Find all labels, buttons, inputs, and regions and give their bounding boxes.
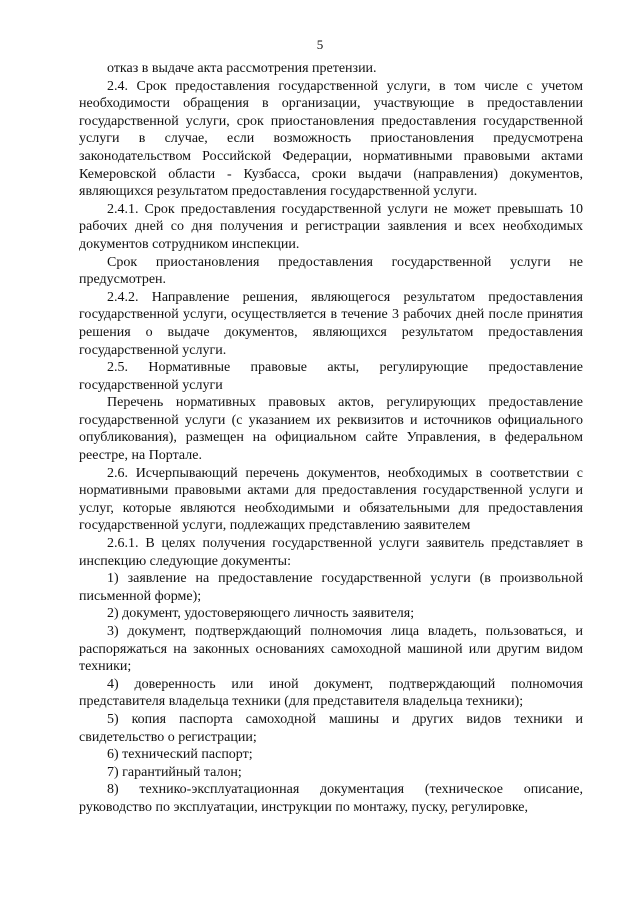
list-item: 6) технический паспорт;: [107, 747, 253, 763]
list-item: 7) гарантийный талон;: [107, 764, 242, 780]
page-number: 5: [316, 37, 324, 52]
list-item: 1) заявление на предоставление государственной услуги (в произвольной письменной форме);: [79, 571, 583, 604]
list-item: 4) доверенность или иной документ, подтверждающий полномочия представителя владельца техники (для представителя владельца техники);: [79, 676, 583, 710]
list-item: 8) технико-эксплуатационная документация (техническое описание, руководство по эксплуатации, инструкции по монтажу, пуску, регулировке,: [79, 782, 583, 815]
paragraph: 2.4.2. Направление решения, являющегося результатом предоставления государственной услуги, осуществляется в течение 3 рабочих дней после принятия решения о выдаче документов, являющихся результатом предоставления государственной услуги.: [79, 289, 583, 358]
paragraph: Перечень нормативных правовых актов, регулирующих предоставление государственной услуги (с указанием их реквизитов и источников официального опубликования), размещен на официальном сайте Управления, в федеральном реестре, на Портале.: [79, 395, 583, 464]
list-item: 2) документ, удостоверяющего личность заявителя;: [107, 606, 415, 622]
paragraph: 2.4. Срок предоставления государственной услуги, в том числе с учетом необходимости обращения в организации, участвующие в предоставлении государственной услуги, срок приостановления предоставления государственной услуги в случае, если возможность приостановления предусмотрена законодательством Российской Федерации, нормативными правовыми актами Кемеровской области - Кузбасса, сроки выдачи (направления) документов, являющихся результатом предоставления государственной услуги.: [79, 78, 583, 200]
paragraph: 2.4.1. Срок предоставления государственной услуги не может превышать 10 рабочих дней со дня получения и регистрации заявления и всех необходимых документов сотрудником инспекции.: [79, 201, 583, 252]
paragraph: 2.6. Исчерпывающий перечень документов, необходимых в соответствии с нормативными правовыми актами для предоставления государственной услуги и услуг, которые являются необходимыми и обязательными для предоставления государственной услуги, подлежащих представлению заявителем: [79, 465, 583, 534]
paragraph: 2.6.1. В целях получения государственной услуги заявитель представляет в инспекцию следующие документы:: [79, 536, 583, 569]
paragraph: отказ в выдаче акта рассмотрения претензии.: [107, 61, 377, 76]
paragraph: Срок приостановления предоставления государственной услуги не предусмотрен.: [79, 254, 583, 288]
paragraph: 2.5. Нормативные правовые акты, регулирующие предоставление государственной услуги: [79, 360, 583, 393]
document-body: [79, 60, 583, 817]
list-item: 5) копия паспорта самоходной машины и других видов техники и свидетельство о регистрации;: [79, 711, 583, 745]
list-item: 3) документ, подтверждающий полномочия лица владеть, пользоваться, и распоряжаться на законных основаниях самоходной машиной или другим видом техники;: [79, 624, 583, 675]
